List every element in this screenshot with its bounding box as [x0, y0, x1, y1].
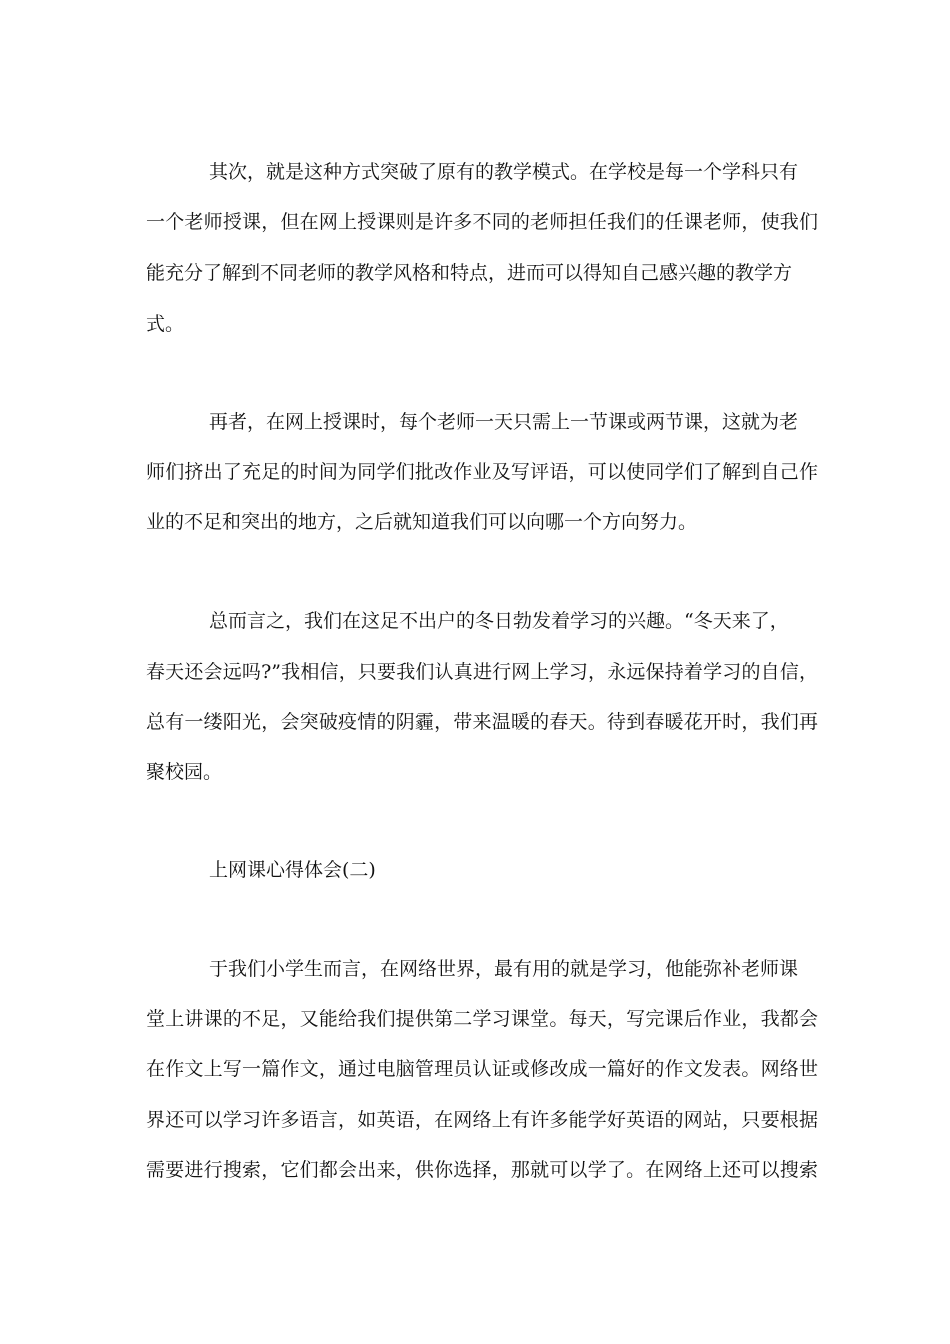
paragraph-2-line-1: 再者，在网上授课时，每个老师一天只需上一节课或两节课，这就为老	[209, 411, 799, 433]
paragraph-4-line-4: 界还可以学习许多语言，如英语，在网络上有许多能学好英语的网站，只要根据	[146, 1109, 818, 1131]
paragraph-1-line-3: 能充分了解到不同老师的教学风格和特点，进而可以得知自己感兴趣的教学方	[146, 262, 793, 284]
paragraph-4-line-5: 需要进行搜索，它们都会出来，供你选择，那就可以学了。在网络上还可以搜索	[146, 1159, 818, 1181]
paragraph-1-line-4: 式。	[146, 313, 185, 335]
paragraph-1-line-2: 一个老师授课，但在网上授课则是许多不同的老师担任我们的任课老师，使我们	[146, 211, 818, 233]
paragraph-2-line-2: 师们挤出了充足的时间为同学们批改作业及写评语，可以使同学们了解到自己作	[146, 461, 818, 483]
paragraph-3-line-3: 总有一缕阳光，会突破疫情的阴霾，带来温暖的春天。待到春暖花开时，我们再	[146, 711, 818, 733]
paragraph-3-line-1: 总而言之，我们在这足不出户的冬日勃发着学习的兴趣。“冬天来了，	[209, 610, 789, 632]
paragraph-4-line-1: 于我们小学生而言，在网络世界，最有用的就是学习，他能弥补老师课	[209, 958, 799, 980]
paragraph-4-line-2: 堂上讲课的不足，又能给我们提供第二学习课堂。每天，写完课后作业，我都会	[146, 1008, 818, 1030]
paragraph-4-line-3: 在作文上写一篇作文，通过电脑管理员认证或修改成一篇好的作文发表。网络世	[146, 1058, 818, 1080]
paragraph-3-line-4: 聚校园。	[146, 761, 223, 783]
paragraph-2-line-3: 业的不足和突出的地方，之后就知道我们可以向哪一个方向努力。	[146, 511, 698, 533]
section-heading: 上网课心得体会(二)	[209, 859, 376, 881]
paragraph-1-line-1: 其次，就是这种方式突破了原有的教学模式。在学校是每一个学科只有	[209, 161, 799, 183]
paragraph-3-line-2: 春天还会远吗?”我相信，只要我们认真进行网上学习，永远保持着学习的自信，	[146, 661, 818, 683]
